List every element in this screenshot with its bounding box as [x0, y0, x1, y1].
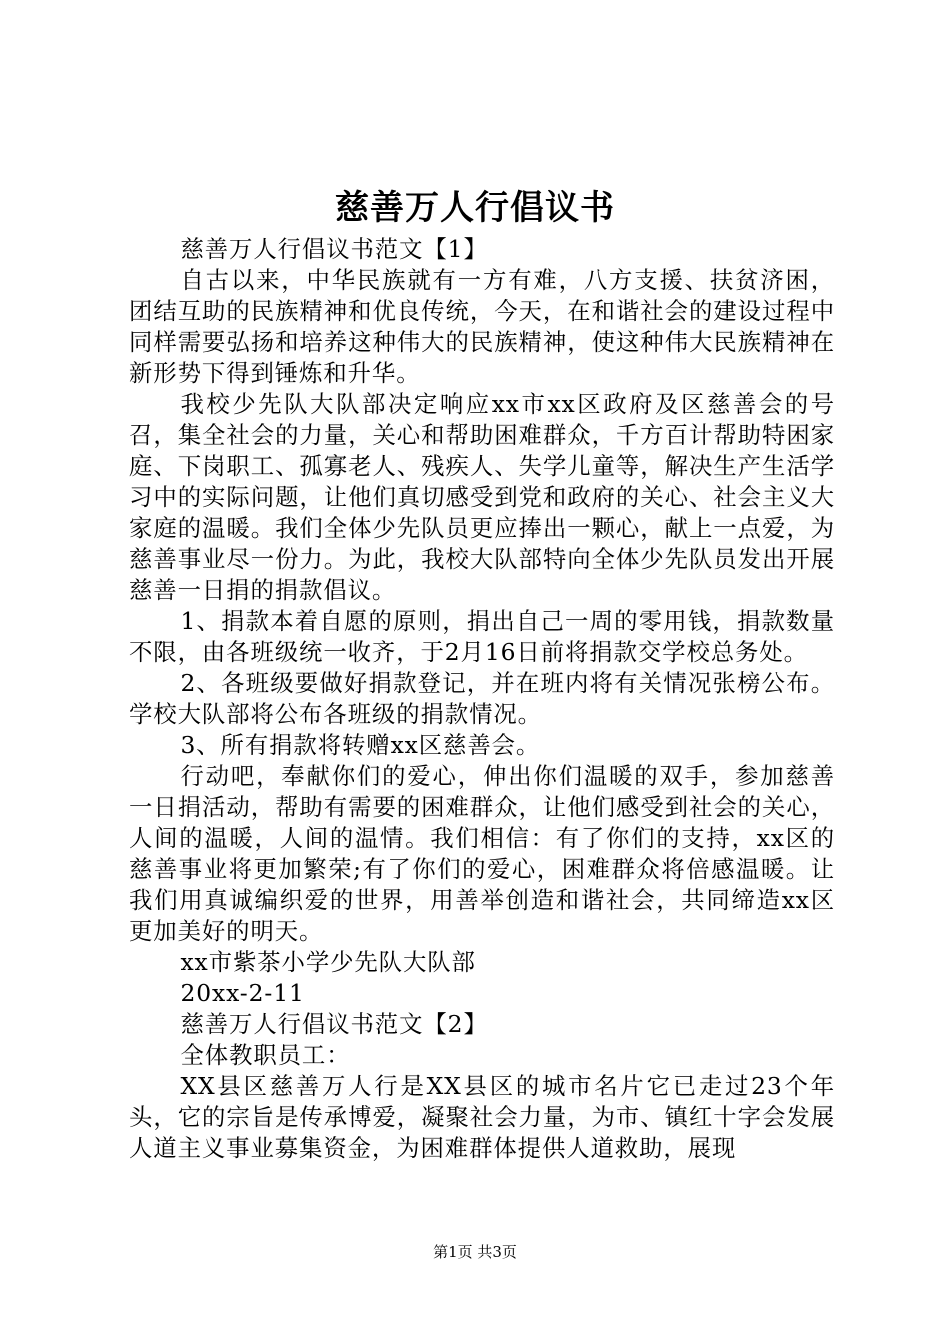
paragraph-decision: 我校少先队大队部决定响应xx市xx区政府及区慈善会的号召，集全社会的力量，关心和帮助困难群众，千方百计帮助特困家庭、下岗职工、孤寡老人、残疾人、失学儿童等，解决生产生活学习中的实际问题，让他们真切感受到党和政府的关心、社会主义大家庭的温暖。我们全体少先队员更应捧出一颗心，献上一点爱，为慈善事业尽一份力。为此，我校大队部特向全体少先队员发出开展慈善一日捐的捐款倡议。 [129, 390, 835, 604]
signature-org: xx市紫茶小学少先队大队部 [180, 948, 476, 976]
paragraph-call-to-action: 行动吧，奉献你们的爱心，伸出你们温暖的双手，参加慈善一日捐活动，帮助有需要的困难群众，让他们感受到社会的关心，人间的温暖，人间的温情。我们相信：有了你们的支持，xx区的慈善事业将更加繁荣;有了你们的爱心，困难群众将倍感温暖。让我们用真诚编织爱的世界，用善举创造和谐社会，共同缔造xx区更加美好的明天。 [129, 762, 835, 945]
paragraph-item-1: 1、捐款本着自愿的原则，捐出自己一周的零用钱，捐款数量不限，由各班级统一收齐，于2月16日前将捐款交学校总务处。 [129, 607, 835, 666]
paragraph-intro: 自古以来，中华民族就有一方有难，八方支援、扶贫济困，团结互助的民族精神和优良传统，今天，在和谐社会的建设过程中同样需要弘扬和培养这种伟大的民族精神，使这种伟大民族精神在新形势下得到锤炼和升华。 [129, 266, 835, 387]
paragraph-section2-intro: XX县区慈善万人行是XX县区的城市名片它已走过23个年头，它的宗旨是传承博爱，凝聚社会力量，为市、镇红十字会发展人道主义事业募集资金，为困难群体提供人道救助，展现 [129, 1072, 835, 1162]
paragraph-item-2: 2、各班级要做好捐款登记，并在班内将有关情况张榜公布。学校大队部将公布各班级的捐款情况。 [129, 669, 835, 728]
paragraph-item-3: 3、所有捐款将转赠xx区慈善会。 [180, 731, 541, 759]
signature-date: 20xx-2-11 [180, 979, 305, 1007]
page-footer: 第1页 共3页 [433, 1243, 517, 1261]
section-heading-1: 慈善万人行倡议书范文【1】 [180, 235, 488, 263]
salutation: 全体教职员工： [180, 1041, 351, 1069]
document-title: 慈善万人行倡议书 [335, 188, 615, 228]
section-heading-2: 慈善万人行倡议书范文【2】 [180, 1010, 488, 1038]
document-body [129, 234, 835, 1164]
